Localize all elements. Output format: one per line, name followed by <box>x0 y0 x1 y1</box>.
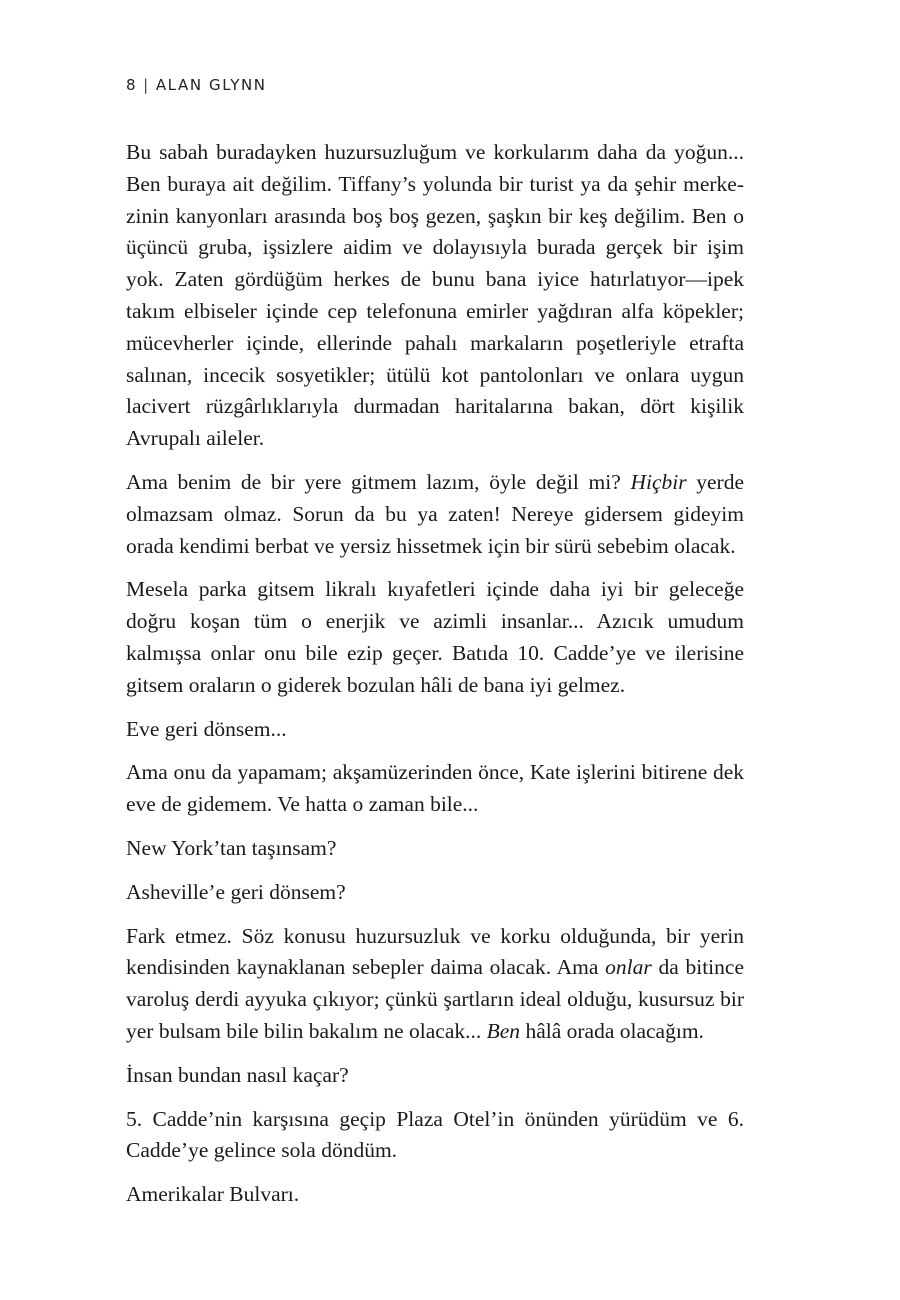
body-text <box>126 137 744 1223</box>
italic-emphasis: Ben <box>486 1018 521 1043</box>
paragraph-text: Asheville’e geri dönsem? <box>126 879 346 904</box>
paragraph-4 <box>126 714 744 746</box>
paragraph-3 <box>126 574 744 701</box>
paragraph-2 <box>126 467 744 562</box>
page-number: 8 <box>126 76 138 94</box>
italic-emphasis: Hiçbir <box>630 469 687 494</box>
italic-emphasis: onlar <box>605 955 652 980</box>
paragraph-text: da bitince varoluş derdi ayyuka çıkıyor; çünkü şartların ideal olduğu, kusursuz bir yer bulsam bile bilin bakalım ne olacak... <box>126 955 744 1043</box>
paragraph-text: Amerikalar Bulvarı. <box>126 1182 300 1207</box>
paragraph-1 <box>126 137 744 455</box>
paragraph-5 <box>126 757 744 821</box>
paragraph-text: İnsan bundan nasıl kaçar? <box>126 1062 349 1087</box>
paragraph-text: Mesela parka gitsem likralı kıyafetleri içinde daha iyi bir geleceğe doğru koşan tüm o enerjik ve azimli insanlar... Azıcık umudum kalmışsa onlar onu bile ezip geçer. Batıda 10. Cadde’ye ve ilerisine gitsem oraların o giderek bozulan hâli de bana iyi gelmez. <box>126 577 744 697</box>
paragraph-text: New York’tan taşınsam? <box>126 835 337 860</box>
paragraph-11 <box>126 1179 744 1211</box>
paragraph-text: Eve geri dönsem... <box>126 716 287 741</box>
running-header <box>126 76 267 94</box>
paragraph-text: hâlâ orada olacağım. <box>520 1018 704 1043</box>
paragraph-text: 5. Cadde’nin karşısına geçip Plaza Otel’in önünden yürüdüm ve 6. Cadde’ye gelince sola döndüm. <box>126 1106 744 1163</box>
paragraph-text: Bu sabah buradayken huzursuzluğum ve korkularım daha da yoğun... Ben buraya ait değilim. Tiffany’s yolunda bir turist ya da şehir merkezinin kanyonları arasında boş boş gezen, şaşkın bir keş değilim. Ben o üçüncü gruba, işsizlere aidim ve dolayısıyla burada gerçek bir işim yok. Zaten gördüğüm herkes de bunu bana iyice hatırlatıyor—ipek takım elbiseler içinde cep telefonuna emirler yağdıran alfa köpekler; mücevherler içinde, ellerinde pahalı markaların poşetleriyle etrafta salınan, incecik sosyetikler; ütülü kot pantolonları ve onlara uygun lacivert rüzgârlıklarıyla durmadan haritalarına bakan, dört kişilik Avrupalı aileler. <box>126 140 744 451</box>
paragraph-10 <box>126 1104 744 1168</box>
paragraph-9 <box>126 1060 744 1092</box>
paragraph-text: Fark etmez. Söz konusu huzursuzluk ve korku olduğunda, bir yerin kendisinden kaynaklanan sebepler daima olacak. Ama <box>126 923 744 980</box>
author-name: ALAN GLYNN <box>155 76 267 94</box>
paragraph-text: yerde olmazsam olmaz. Sorun da bu ya zaten! Nereye gidersem gideyim orada kendimi berbat ve yersiz hissetmek için bir sürü sebebim olacak. <box>126 469 745 558</box>
paragraph-text: Ama benim de bir yere gitmem lazım, öyle değil mi? <box>126 469 631 494</box>
paragraph-8 <box>126 921 744 1048</box>
paragraph-text: Ama onu da yapamam; akşamüzerinden önce, Kate işlerini bitirene dek eve de gidemem. Ve hatta o zaman bile... <box>126 760 744 817</box>
paragraph-7 <box>126 877 744 909</box>
paragraph-6 <box>126 833 744 865</box>
header-separator: | <box>143 76 150 94</box>
